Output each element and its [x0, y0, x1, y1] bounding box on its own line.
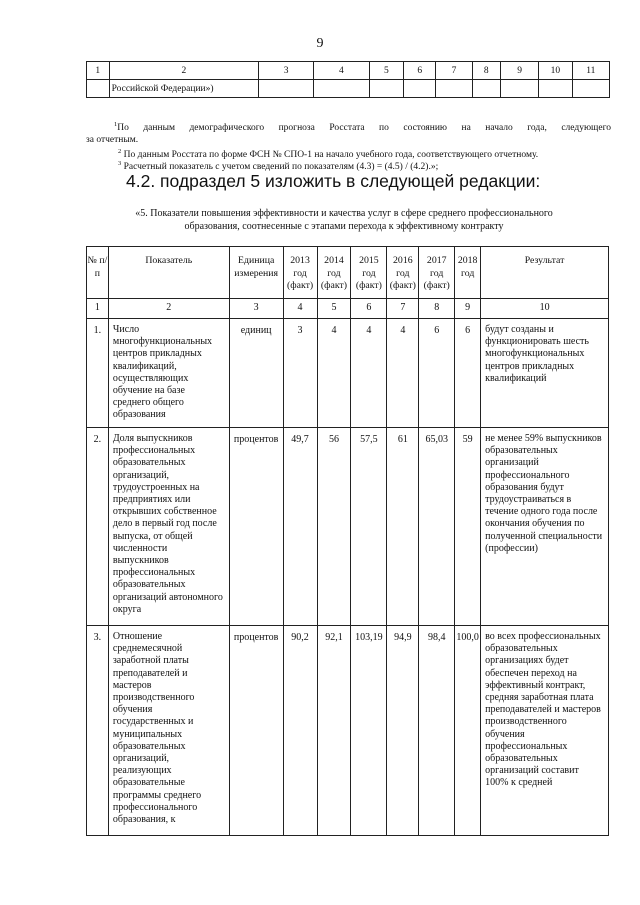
footnote-text: за отчетным.: [86, 135, 139, 146]
page-number: 9: [316, 36, 324, 51]
footnote-mark: 3: [118, 160, 122, 167]
result: будут созданы и функционировать шесть многофункциональных центров прикладных квалификаций: [481, 319, 609, 428]
table-row: [87, 626, 609, 836]
value-2015: 103,19: [351, 626, 387, 836]
value-2018: 59: [455, 428, 481, 626]
col-number: 7: [436, 62, 472, 80]
value-2016: 61: [387, 428, 419, 626]
continuation-table: [86, 61, 610, 98]
header-result: Результат: [481, 247, 609, 299]
row-number: 2.: [87, 428, 109, 626]
value-2014: 56: [317, 428, 351, 626]
column-number-row: [87, 62, 610, 80]
indicator-name: Доля выпускников профессиональных образовательных организаций, трудоустроенных на предприятиях или открывших собственное дело в первый год после выпуска, от общей численности выпускников профессиональных образовательных организаций автономного округа: [108, 428, 229, 626]
header-indicator: Показатель: [108, 247, 229, 299]
continuation-text: Российской Федерации»): [109, 80, 259, 98]
footnote-text: По данным демографического прогноза Росстата по состоянию на начало года, следующего: [117, 123, 611, 134]
section-heading: 4.2. подраздел 5 изложить в следующей редакции:: [126, 171, 541, 191]
value-2017: 6: [419, 319, 455, 428]
header-unit: Единица измерения: [229, 247, 283, 299]
col-number: 3: [259, 62, 314, 80]
indicator-name: Число многофункциональных центров прикладных квалификаций, осуществляющих обучение на базе среднего общего образования: [108, 319, 229, 428]
value-2015: 4: [351, 319, 387, 428]
row-number: 1.: [87, 319, 109, 428]
value-2017: 98,4: [419, 626, 455, 836]
value-2013: 90,2: [283, 626, 317, 836]
continuation-row: [87, 80, 610, 98]
col-number: 1: [87, 62, 110, 80]
unit: процентов: [229, 626, 283, 836]
col-number: 7: [387, 299, 419, 319]
row-number: 3.: [87, 626, 109, 836]
col-number: 2: [109, 62, 259, 80]
col-number: 4: [314, 62, 370, 80]
value-2013: 3: [283, 319, 317, 428]
header-2015: 2015 год (факт): [351, 247, 387, 299]
section-intro: [84, 207, 604, 233]
unit: единиц: [229, 319, 283, 428]
header-row: [87, 247, 609, 299]
value-2018: 6: [455, 319, 481, 428]
value-2015: 57,5: [351, 428, 387, 626]
value-2018: 100,0: [455, 626, 481, 836]
col-number: 11: [572, 62, 609, 80]
footnote-1: [86, 119, 611, 146]
column-number-row: [87, 299, 609, 319]
header-2016: 2016 год (факт): [387, 247, 419, 299]
value-2013: 49,7: [283, 428, 317, 626]
footnote-text: По данным Росстата по форме ФСН № СПО-1 на начало учебного года, соответствующего отчетному.: [123, 150, 539, 161]
col-number: 2: [108, 299, 229, 319]
header-2017: 2017 год (факт): [419, 247, 455, 299]
header-num: № п/п: [87, 247, 109, 299]
col-number: 8: [419, 299, 455, 319]
col-number: 3: [229, 299, 283, 319]
header-2014: 2014 год (факт): [317, 247, 351, 299]
value-2016: 94,9: [387, 626, 419, 836]
col-number: 5: [369, 62, 403, 80]
value-2017: 65,03: [419, 428, 455, 626]
indicator-name: Отношение среднемесячной заработной платы преподавателей и мастеров производственного обучения государственных и муниципальных образовательных организаций, реализующих образовательные программы среднего профессионального образования, к: [108, 626, 229, 836]
col-number: 6: [351, 299, 387, 319]
intro-line: «5. Показатели повышения эффективности и качества услуг в сфере среднего профессионального: [135, 208, 553, 219]
col-number: 1: [87, 299, 109, 319]
col-number: 8: [472, 62, 500, 80]
value-2014: 92,1: [317, 626, 351, 836]
value-2014: 4: [317, 319, 351, 428]
result: во всех профессиональных образовательных организациях будет обеспечен переход на эффективный контракт, средняя заработная плата преподавателей и мастеров производственного обучения профессиональных образовательных организаций составит 100% к средней: [481, 626, 609, 836]
value-2016: 4: [387, 319, 419, 428]
col-number: 9: [501, 62, 539, 80]
footnote-mark: 1: [114, 121, 118, 128]
table-row: [87, 428, 609, 626]
header-2018: 2018 год: [455, 247, 481, 299]
col-number: 4: [283, 299, 317, 319]
col-number: 10: [481, 299, 609, 319]
unit: процентов: [229, 428, 283, 626]
col-number: 6: [404, 62, 436, 80]
result: не менее 59% выпускников образовательных организаций профессионального образования будут трудоустраиваться в течение одного года после окончания обучения по полученной специальности (профессии): [481, 428, 609, 626]
col-number: 5: [317, 299, 351, 319]
intro-line: образования, соотнесенные с этапами перехода к эффективному контракту: [184, 221, 504, 232]
col-number: 10: [539, 62, 572, 80]
indicators-table: [86, 246, 609, 836]
footnote-text: Расчетный показатель с учетом сведений по показателям (4.3) = (4.5) / (4.2).»;: [123, 162, 439, 173]
header-2013: 2013 год (факт): [283, 247, 317, 299]
col-number: 9: [455, 299, 481, 319]
footnote-mark: 2: [118, 148, 122, 155]
table-row: [87, 319, 609, 428]
